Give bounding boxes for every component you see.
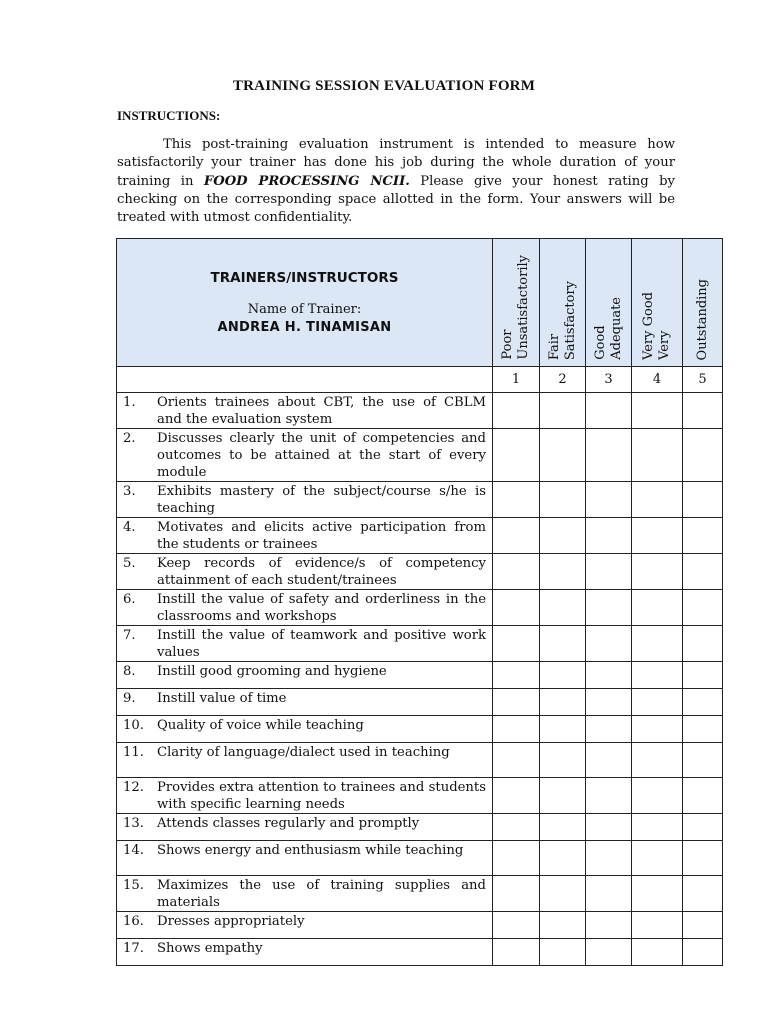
rating-checkbox-cell-4[interactable]	[632, 554, 683, 590]
rating-checkbox-cell-1[interactable]	[493, 590, 540, 626]
rating-checkbox-cell-1[interactable]	[493, 518, 540, 554]
course-name: FOOD PROCESSING NCII.	[203, 173, 410, 189]
rating-checkbox-cell-4[interactable]	[632, 518, 683, 554]
rating-checkbox-cell-1[interactable]	[493, 393, 540, 429]
table-row	[117, 778, 723, 814]
scale-header-3	[586, 239, 632, 367]
rating-checkbox-cell-5[interactable]	[683, 841, 723, 876]
rating-checkbox-cell-5[interactable]	[683, 554, 723, 590]
rating-checkbox-cell-3[interactable]	[586, 393, 632, 429]
rating-checkbox-cell-5[interactable]	[683, 482, 723, 518]
criterion-text: Shows empathy	[157, 941, 263, 956]
criterion-number: 8.	[123, 664, 136, 679]
scale-number-4: 4	[632, 367, 683, 393]
rating-checkbox-cell-2[interactable]	[540, 778, 586, 814]
rating-checkbox-cell-5[interactable]	[683, 429, 723, 482]
rating-checkbox-cell-3[interactable]	[586, 662, 632, 689]
scale-label-1: Poor Unsatisfactorily	[500, 255, 531, 360]
rating-checkbox-cell-3[interactable]	[586, 876, 632, 912]
rating-checkbox-cell-4[interactable]	[632, 778, 683, 814]
table-row	[117, 518, 723, 554]
rating-checkbox-cell-5[interactable]	[683, 814, 723, 841]
table-row	[117, 554, 723, 590]
criterion-text: Orients trainees about CBT, the use of CBLM and the evaluation system	[157, 395, 486, 427]
criterion-text: Maximizes the use of training supplies and materials	[157, 878, 486, 910]
instructions-text-1: This post-training evaluation instrument is intended to measure how satisfactorily your trainer has done his job during the whole duration of your training in	[117, 137, 675, 189]
table-row	[117, 939, 723, 966]
rating-checkbox-cell-1[interactable]	[493, 689, 540, 716]
rating-checkbox-cell-4[interactable]	[632, 743, 683, 778]
criterion-text: Clarity of language/dialect used in teaching	[157, 745, 450, 760]
rating-checkbox-cell-1[interactable]	[493, 912, 540, 939]
rating-checkbox-cell-4[interactable]	[632, 626, 683, 662]
rating-checkbox-cell-3[interactable]	[586, 716, 632, 743]
rating-checkbox-cell-2[interactable]	[540, 590, 586, 626]
table-row	[117, 743, 723, 778]
criterion-cell	[117, 939, 493, 966]
rating-checkbox-cell-1[interactable]	[493, 814, 540, 841]
instructions-text-2: Please give your honest rating by checking on the corresponding space allotted in the form. Your answers will be treated with utmost confidentiality.	[117, 173, 675, 226]
criterion-number: 14.	[123, 843, 144, 858]
criterion-text: Keep records of evidence/s of competency attainment of each student/trainees	[157, 556, 486, 588]
instructions-heading: INSTRUCTIONS:	[117, 108, 221, 123]
rating-checkbox-cell-1[interactable]	[493, 662, 540, 689]
scale-header-4	[632, 239, 683, 367]
trainer-name: ANDREA H. TINAMISAN	[217, 319, 392, 335]
criterion-text: Shows energy and enthusiasm while teaching	[157, 843, 464, 858]
table-row	[117, 393, 723, 429]
rating-checkbox-cell-4[interactable]	[632, 429, 683, 482]
evaluation-table	[116, 238, 723, 966]
blank-cell	[117, 367, 493, 393]
table-row	[117, 876, 723, 912]
table-row	[117, 814, 723, 841]
criterion-text: Instill value of time	[157, 691, 287, 706]
rating-checkbox-cell-2[interactable]	[540, 518, 586, 554]
rating-checkbox-cell-2[interactable]	[540, 689, 586, 716]
criterion-number: 9.	[123, 691, 136, 706]
rating-checkbox-cell-5[interactable]	[683, 912, 723, 939]
criterion-cell	[117, 429, 493, 482]
criterion-number: 15.	[123, 878, 144, 893]
criterion-text: Quality of voice while teaching	[157, 718, 364, 733]
criterion-text: Motivates and elicits active participation from the students or trainees	[157, 520, 486, 552]
rating-checkbox-cell-2[interactable]	[540, 554, 586, 590]
criterion-cell	[117, 482, 493, 518]
scale-number-row	[117, 367, 723, 393]
rating-checkbox-cell-2[interactable]	[540, 429, 586, 482]
criterion-cell	[117, 912, 493, 939]
criterion-cell	[117, 393, 493, 429]
rating-checkbox-cell-1[interactable]	[493, 429, 540, 482]
criterion-cell	[117, 626, 493, 662]
rating-checkbox-cell-4[interactable]	[632, 912, 683, 939]
rating-checkbox-cell-2[interactable]	[540, 841, 586, 876]
criterion-cell	[117, 518, 493, 554]
rating-checkbox-cell-4[interactable]	[632, 590, 683, 626]
criterion-number: 1.	[123, 395, 136, 410]
criterion-text: Provides extra attention to trainees and students with specific learning needs	[157, 780, 486, 812]
rating-checkbox-cell-3[interactable]	[586, 590, 632, 626]
criterion-cell	[117, 841, 493, 876]
rating-checkbox-cell-4[interactable]	[632, 876, 683, 912]
criterion-cell	[117, 554, 493, 590]
rating-checkbox-cell-3[interactable]	[586, 518, 632, 554]
rating-checkbox-cell-1[interactable]	[493, 743, 540, 778]
rating-checkbox-cell-2[interactable]	[540, 814, 586, 841]
rating-checkbox-cell-2[interactable]	[540, 743, 586, 778]
rating-checkbox-cell-4[interactable]	[632, 482, 683, 518]
criterion-number: 10.	[123, 718, 144, 733]
criterion-cell	[117, 590, 493, 626]
criterion-cell	[117, 689, 493, 716]
table-row	[117, 429, 723, 482]
criterion-number: 16.	[123, 914, 144, 929]
rating-checkbox-cell-5[interactable]	[683, 876, 723, 912]
criterion-cell	[117, 876, 493, 912]
rating-checkbox-cell-3[interactable]	[586, 554, 632, 590]
rating-checkbox-cell-3[interactable]	[586, 778, 632, 814]
rating-checkbox-cell-5[interactable]	[683, 590, 723, 626]
rating-checkbox-cell-5[interactable]	[683, 626, 723, 662]
rating-checkbox-cell-1[interactable]	[493, 841, 540, 876]
table-row	[117, 689, 723, 716]
scale-header-1	[493, 239, 540, 367]
rating-checkbox-cell-2[interactable]	[540, 716, 586, 743]
rating-checkbox-cell-4[interactable]	[632, 814, 683, 841]
rating-checkbox-cell-1[interactable]	[493, 778, 540, 814]
rating-checkbox-cell-5[interactable]	[683, 689, 723, 716]
trainers-heading: TRAINERS/INSTRUCTORS	[210, 269, 399, 286]
criterion-number: 2.	[123, 431, 136, 446]
criterion-number: 5.	[123, 556, 136, 571]
criterion-number: 6.	[123, 592, 136, 607]
criterion-number: 11.	[123, 745, 144, 760]
scale-number-2: 2	[540, 367, 586, 393]
scale-header-5	[683, 239, 723, 367]
header-row	[117, 239, 723, 367]
criterion-text: Instill the value of safety and orderliness in the classrooms and workshops	[157, 592, 486, 624]
rating-checkbox-cell-5[interactable]	[683, 393, 723, 429]
rating-checkbox-cell-3[interactable]	[586, 743, 632, 778]
rating-checkbox-cell-1[interactable]	[493, 554, 540, 590]
rating-checkbox-cell-5[interactable]	[683, 778, 723, 814]
table-row	[117, 912, 723, 939]
table-row	[117, 626, 723, 662]
rating-checkbox-cell-5[interactable]	[683, 518, 723, 554]
rating-checkbox-cell-3[interactable]	[586, 912, 632, 939]
criterion-number: 12.	[123, 780, 144, 795]
scale-number-1: 1	[493, 367, 540, 393]
criterion-number: 7.	[123, 628, 136, 643]
rating-checkbox-cell-3[interactable]	[586, 482, 632, 518]
rating-checkbox-cell-1[interactable]	[493, 876, 540, 912]
criterion-cell	[117, 778, 493, 814]
scale-number-3: 3	[586, 367, 632, 393]
table-row	[117, 482, 723, 518]
criterion-text: Instill good grooming and hygiene	[157, 664, 387, 679]
criterion-text: Instill the value of teamwork and positive work values	[157, 628, 486, 660]
criterion-text: Exhibits mastery of the subject/course s/he is teaching	[157, 484, 486, 516]
rating-checkbox-cell-2[interactable]	[540, 482, 586, 518]
criterion-cell	[117, 814, 493, 841]
table-row	[117, 716, 723, 743]
criterion-cell	[117, 743, 493, 778]
scale-header-2	[540, 239, 586, 367]
criterion-text: Attends classes regularly and promptly	[157, 816, 420, 831]
rating-checkbox-cell-1[interactable]	[493, 482, 540, 518]
scale-label-5: Outstanding	[694, 278, 710, 360]
rating-checkbox-cell-2[interactable]	[540, 912, 586, 939]
rating-checkbox-cell-2[interactable]	[540, 393, 586, 429]
rating-checkbox-cell-4[interactable]	[632, 939, 683, 966]
criterion-cell	[117, 662, 493, 689]
form-title: TRAINING SESSION EVALUATION FORM	[232, 78, 536, 94]
rating-checkbox-cell-1[interactable]	[493, 626, 540, 662]
rating-checkbox-cell-4[interactable]	[632, 716, 683, 743]
rating-checkbox-cell-2[interactable]	[540, 626, 586, 662]
rating-checkbox-cell-1[interactable]	[493, 716, 540, 743]
criterion-number: 4.	[123, 520, 136, 535]
rating-checkbox-cell-2[interactable]	[540, 662, 586, 689]
rating-checkbox-cell-5[interactable]	[683, 716, 723, 743]
criterion-text: Discusses clearly the unit of competencies and outcomes to be attained at the start of every module	[157, 431, 486, 480]
criterion-number: 3.	[123, 484, 136, 499]
criterion-cell	[117, 716, 493, 743]
name-of-trainer-label: Name of Trainer:	[247, 301, 362, 317]
rating-checkbox-cell-4[interactable]	[632, 841, 683, 876]
scale-label-2: Fair Satisfactory	[546, 280, 578, 360]
rating-checkbox-cell-3[interactable]	[586, 814, 632, 841]
table-row	[117, 662, 723, 689]
trainer-header-cell	[117, 239, 493, 367]
rating-checkbox-cell-5[interactable]	[683, 743, 723, 778]
rating-checkbox-cell-1[interactable]	[493, 939, 540, 966]
table-row	[117, 590, 723, 626]
scale-label-4: Very Good Very	[641, 292, 672, 360]
criterion-text: Dresses appropriately	[157, 914, 305, 929]
rating-checkbox-cell-5[interactable]	[683, 662, 723, 689]
rating-checkbox-cell-3[interactable]	[586, 626, 632, 662]
criterion-number: 17.	[123, 941, 144, 956]
rating-checkbox-cell-4[interactable]	[632, 689, 683, 716]
rating-checkbox-cell-4[interactable]	[632, 662, 683, 689]
rating-checkbox-cell-5[interactable]	[683, 939, 723, 966]
rating-checkbox-cell-3[interactable]	[586, 841, 632, 876]
rating-checkbox-cell-3[interactable]	[586, 939, 632, 966]
rating-checkbox-cell-3[interactable]	[586, 429, 632, 482]
criterion-number: 13.	[123, 816, 144, 831]
scale-label-3: Good Adequate	[592, 297, 624, 360]
table-row	[117, 841, 723, 876]
rating-checkbox-cell-3[interactable]	[586, 689, 632, 716]
rating-checkbox-cell-4[interactable]	[632, 393, 683, 429]
rating-checkbox-cell-2[interactable]	[540, 939, 586, 966]
rating-checkbox-cell-2[interactable]	[540, 876, 586, 912]
instructions-paragraph	[117, 136, 675, 227]
scale-number-5: 5	[683, 367, 723, 393]
